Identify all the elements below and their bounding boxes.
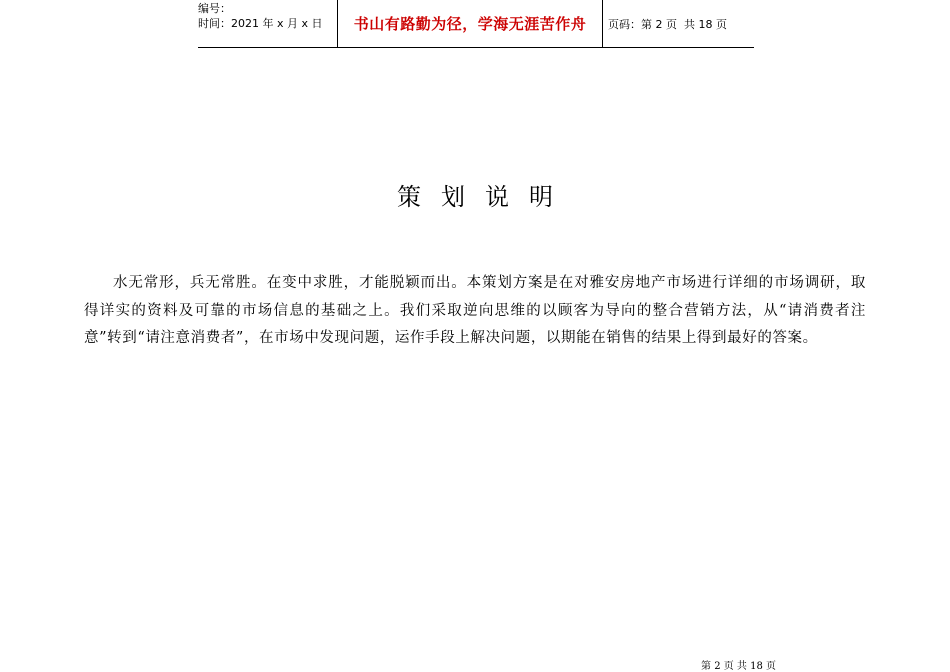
document-paragraph: 水无常形，兵无常胜。在变中求胜，才能脱颖而出。本策划方案是在对雅安房地产市场进行详细的市场调研，取得详实的资料及可靠的市场信息的基础之上。我们采取逆向思维的以顾客为导向的整合营销方法，从“请消费者注意”转到“请注意消费者”，在市场中发现问题，运作手段上解决问题，以期能在销售的结果上得到最好的答案。 [84, 275, 866, 346]
header-motto: 书山有路勤为径，学海无涯苦作舟 [353, 15, 587, 33]
header-motto-cell [337, 0, 603, 47]
header-page-info [608, 0, 727, 47]
header-info-block [198, 1, 338, 47]
page-number: 第 2 页 共 18 页 [641, 17, 727, 31]
document-date: 时间：2021 年 x 月 x 日 [198, 17, 323, 30]
page-header [198, 0, 754, 48]
document-number-label: 编号： [198, 2, 231, 15]
document-title: 策划说明 [397, 183, 573, 211]
page-label: 页码： [608, 17, 641, 31]
page-footer-indicator: 第 2 页 共 18 页 [701, 661, 776, 672]
